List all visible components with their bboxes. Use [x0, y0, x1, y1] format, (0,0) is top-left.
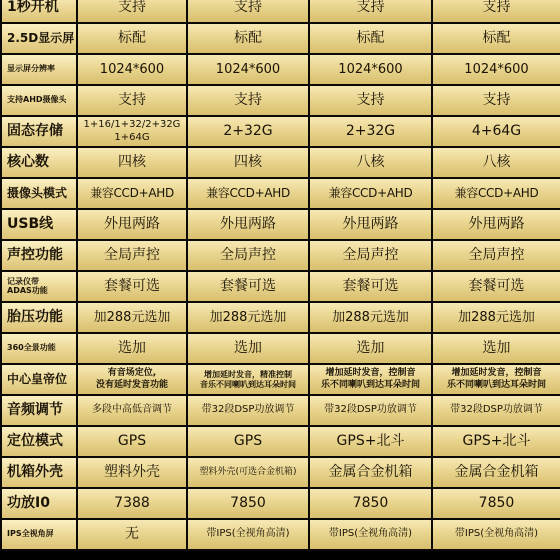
table-row — [1, 85, 560, 116]
table-cell — [187, 364, 309, 395]
table-cell: 1024*600 — [309, 54, 432, 85]
table-cell: 加288元选加 — [432, 302, 560, 333]
table-row — [1, 116, 560, 147]
table-cell: 金属合金机箱 — [309, 457, 432, 488]
table-cell: 带IPS(全视角高清) — [432, 519, 560, 550]
row-label: 机箱外壳 — [1, 457, 77, 488]
row-label: 声控功能 — [1, 240, 77, 271]
table-cell: 多段中高低音调节 — [77, 395, 187, 426]
table-cell: 八核 — [309, 147, 432, 178]
table-row — [1, 426, 560, 457]
row-label: 2.5D显示屏 — [1, 23, 77, 54]
cell-line: 音乐不同喇叭到达耳朵时间 — [200, 379, 296, 389]
row-label: USB线 — [1, 209, 77, 240]
row-label — [1, 271, 77, 302]
table-cell — [77, 364, 187, 395]
table-row — [1, 240, 560, 271]
table-cell: 外甩两路 — [187, 209, 309, 240]
table-cell: GPS+北斗 — [432, 426, 560, 457]
row-label: 中心皇帝位 — [1, 364, 77, 395]
table-cell: 支持 — [187, 85, 309, 116]
table-cell: 兼容CCD+AHD — [309, 178, 432, 209]
table-cell: 全局声控 — [77, 240, 187, 271]
table-cell: 7388 — [77, 488, 187, 519]
cell-line: 增加延时发音，控制音 — [451, 368, 542, 379]
table-cell: 加288元选加 — [187, 302, 309, 333]
table-row — [1, 23, 560, 54]
table-cell: GPS+北斗 — [309, 426, 432, 457]
table-row — [1, 302, 560, 333]
cell-line: 增加延时发音，精准控制 — [204, 369, 292, 379]
table-row — [1, 333, 560, 364]
label-line: ADAS功能 — [7, 285, 48, 295]
table-cell — [77, 116, 187, 147]
table-cell: 兼容CCD+AHD — [432, 178, 560, 209]
table-cell: 金属合金机箱 — [432, 457, 560, 488]
row-label: 360全景功能 — [1, 333, 77, 364]
cell-line: 乐不同喇叭到达耳朵时间 — [320, 379, 420, 390]
table-row — [1, 178, 560, 209]
table-cell: 带32段DSP功放调节 — [187, 395, 309, 426]
table-cell: 带IPS(全视角高清) — [187, 519, 309, 550]
table-cell: 带32段DSP功放调节 — [432, 395, 560, 426]
table-cell: 1024*600 — [187, 54, 309, 85]
table-cell — [432, 364, 560, 395]
table-cell: 四核 — [77, 147, 187, 178]
table-cell: 套餐可选 — [309, 271, 432, 302]
table-cell: 塑料外壳 — [77, 457, 187, 488]
table-cell: 支持 — [187, 0, 309, 23]
table-cell: GPS — [187, 426, 309, 457]
table-cell: 标配 — [187, 23, 309, 54]
table-cell — [309, 364, 432, 395]
row-label: 支持AHD摄像头 — [1, 85, 77, 116]
table-cell: 无 — [77, 519, 187, 550]
table-cell: 套餐可选 — [432, 271, 560, 302]
table-cell: 支持 — [77, 0, 187, 23]
table-row — [1, 395, 560, 426]
table-cell: GPS — [77, 426, 187, 457]
cell-line: 有音场定位, — [107, 368, 157, 379]
table-cell: 外甩两路 — [77, 209, 187, 240]
table-cell: 选加 — [432, 333, 560, 364]
table-cell: 1024*600 — [432, 54, 560, 85]
table-row — [1, 364, 560, 395]
row-label: 1秒开机 — [1, 0, 77, 23]
table-cell: 带IPS(全视角高清) — [309, 519, 432, 550]
row-label: 显示屏分辨率 — [1, 54, 77, 85]
table-cell: 四核 — [187, 147, 309, 178]
table-cell: 7850 — [432, 488, 560, 519]
cell-line: 乐不同喇叭到达耳朵时间 — [446, 379, 546, 390]
table-cell: 7850 — [187, 488, 309, 519]
table-cell: 支持 — [309, 85, 432, 116]
table-row — [1, 0, 560, 23]
row-label: 胎压功能 — [1, 302, 77, 333]
table-cell: 7850 — [309, 488, 432, 519]
cell-line: 没有延时发音功能 — [95, 379, 168, 390]
table-cell: 支持 — [432, 0, 560, 23]
table-row — [1, 271, 560, 302]
table-cell: 外甩两路 — [432, 209, 560, 240]
table-cell: 八核 — [432, 147, 560, 178]
table-cell: 标配 — [77, 23, 187, 54]
row-label: 固态存储 — [1, 116, 77, 147]
table-cell: 支持 — [432, 85, 560, 116]
table-cell: 2+32G — [309, 116, 432, 147]
table-row — [1, 457, 560, 488]
cell-line: 1+16/1+32/2+32G — [83, 119, 181, 130]
row-label: 功放I0 — [1, 488, 77, 519]
table-cell: 支持 — [77, 85, 187, 116]
table-cell: 加288元选加 — [309, 302, 432, 333]
table-cell: 选加 — [187, 333, 309, 364]
table-row — [1, 209, 560, 240]
table-cell: 全局声控 — [187, 240, 309, 271]
table-cell: 套餐可选 — [187, 271, 309, 302]
table-row — [1, 488, 560, 519]
table-cell: 套餐可选 — [77, 271, 187, 302]
row-label: 核心数 — [1, 147, 77, 178]
table-cell: 2+32G — [187, 116, 309, 147]
table-cell: 支持 — [309, 0, 432, 23]
table-row — [1, 54, 560, 85]
cell-line: 增加延时发音，控制音 — [325, 368, 416, 379]
table-cell: 带32段DSP功放调节 — [309, 395, 432, 426]
table-cell: 塑料外壳(可选合金机箱) — [187, 457, 309, 488]
table-cell: 选加 — [309, 333, 432, 364]
table-cell: 加288元选加 — [77, 302, 187, 333]
label-line: 记录仪带 — [7, 277, 39, 287]
row-label: 音频调节 — [1, 395, 77, 426]
table-cell: 全局声控 — [309, 240, 432, 271]
row-label: IPS全视角屏 — [1, 519, 77, 550]
table-cell: 4+64G — [432, 116, 560, 147]
table-cell: 标配 — [309, 23, 432, 54]
row-label: 定位模式 — [1, 426, 77, 457]
table-cell: 外甩两路 — [309, 209, 432, 240]
table-cell: 兼容CCD+AHD — [187, 178, 309, 209]
table-cell: 标配 — [432, 23, 560, 54]
table-row — [1, 519, 560, 550]
table-row — [1, 147, 560, 178]
cell-line: 1+64G — [114, 131, 150, 143]
row-label: 摄像头模式 — [1, 178, 77, 209]
table-cell: 全局声控 — [432, 240, 560, 271]
table-cell: 1024*600 — [77, 54, 187, 85]
table-cell: 兼容CCD+AHD — [77, 178, 187, 209]
table-cell: 选加 — [77, 333, 187, 364]
